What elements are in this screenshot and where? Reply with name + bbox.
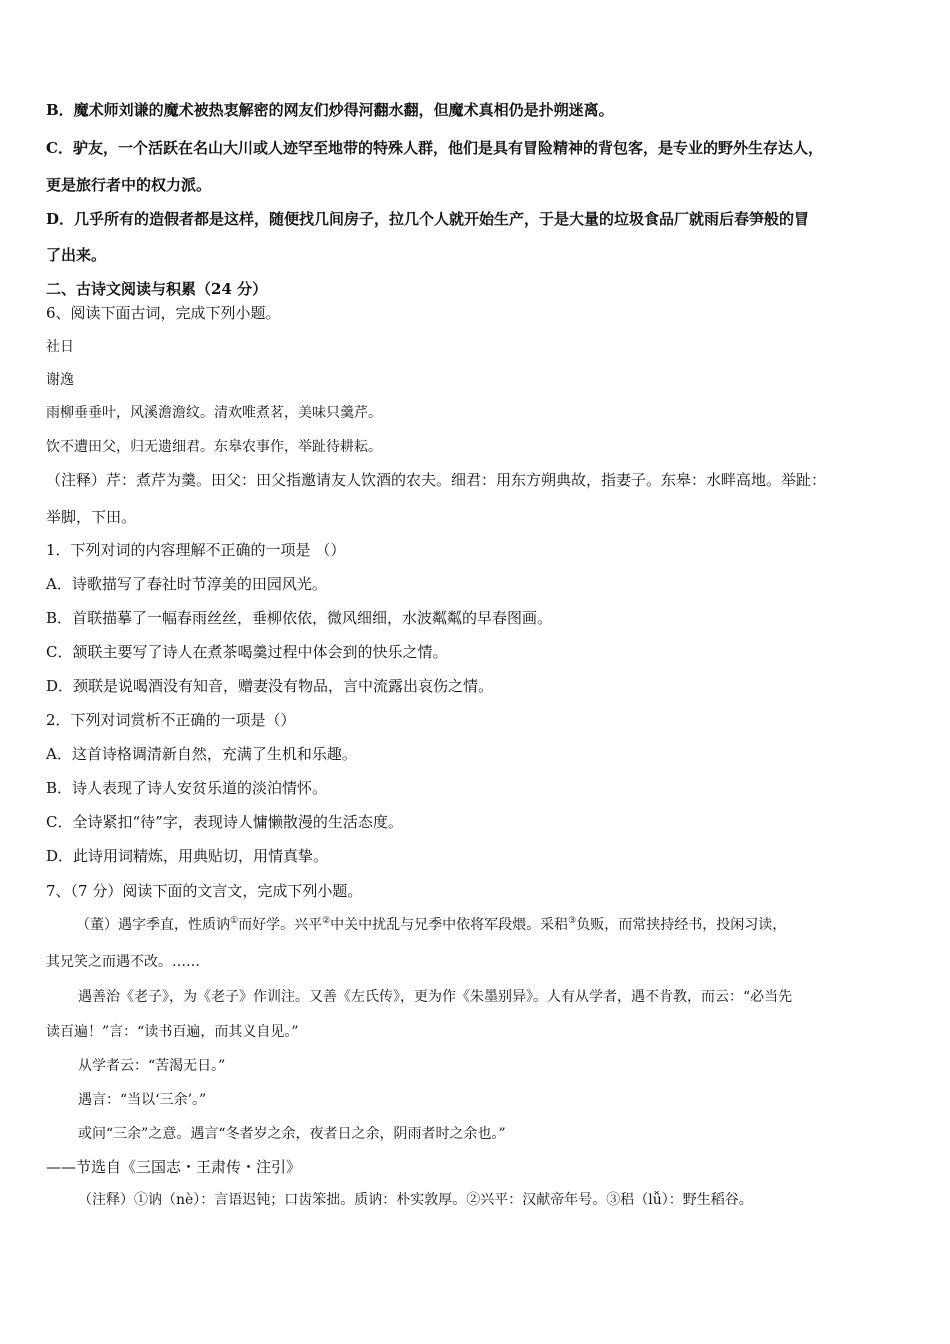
q6-sub2-option-a: A．这首诗格调清新自然，充满了生机和乐趣。: [46, 745, 357, 763]
poem-author: 谢逸: [46, 372, 74, 388]
option-c-q5-line2: 更是旅行者中的权力派。: [46, 176, 212, 194]
footnote-marker-1: ①: [230, 916, 239, 926]
q6-sub1-option-c: C．颔联主要写了诗人在煮茶喝羹过程中体会到的快乐之情。: [46, 643, 448, 661]
q7-passage-p1-line2: 其兄笑之而遇不改。……: [46, 954, 200, 970]
q7-passage-p3: 从学者云：“苦渴无日。”: [78, 1058, 226, 1074]
option-d-q5-line2: 了出来。: [46, 246, 107, 264]
q6-sub1-option-b: B．首联描摹了一幅春雨丝丝，垂柳依依，微风细细，水波粼粼的早春图画。: [46, 609, 553, 627]
q7-p1-text-c: 中关中扰乱与兄季中依将军段煨。采稆: [330, 917, 569, 933]
q6-sub2-option-c: C．全诗紧扣“待”字，表现诗人慵懒散漫的生活态度。: [46, 813, 403, 831]
q7-source: ——节选自《三国志・王肃传・注引》: [46, 1158, 302, 1176]
q6-sub2-option-d: D．此诗用词精炼，用典贴切，用情真挚。: [46, 847, 329, 865]
q6-sub1-option-d: D．颈联是说喝酒没有知音，赠妻没有物品，言中流露出哀伤之情。: [46, 677, 494, 695]
option-d-q5-line1: D．几乎所有的造假者都是这样，随便找几间房子，拉几个人就开始生产，于是大量的垃圾食品厂就雨后春笋般的冒: [46, 210, 810, 228]
poem-note-line2: 举脚，下田。: [46, 508, 137, 526]
q6-sub1-question: 1．下列对词的内容理解不正确的一项是 （）: [46, 541, 346, 559]
q6-sub1-option-a: A．诗歌描写了春社时节淳美的田园风光。: [46, 575, 327, 593]
section-heading: 二、古诗文阅读与积累（24 分）: [46, 280, 268, 298]
poem-line-2: 饮不遭田父，归无遗细君。东皋农事作，举趾待耕耘。: [46, 439, 382, 455]
q7-p1-text-a: （董）遇字季直，性质讷: [76, 917, 230, 933]
q7-note: （注释）①讷（nè）：言语迟钝；口齿笨拙。质讷：朴实敦厚。②兴平：汉献帝年号。③稆（lǚ）：野生稻谷。: [78, 1192, 753, 1208]
q7-intro: 7、（7 分）阅读下面的文言文，完成下列小题。: [46, 882, 363, 900]
q6-sub2-question: 2．下列对词赏析不正确的一项是（）: [46, 711, 296, 729]
footnote-marker-3: ③: [568, 916, 577, 926]
footnote-marker-2: ②: [322, 916, 331, 926]
q7-p1-text-d: 负贩，而常挟持经书，投闲习读，: [576, 917, 787, 933]
poem-line-1: 雨柳垂垂叶，风溪澹澹纹。清欢唯煮茗，美味只羹芹。: [46, 405, 382, 421]
q7-passage-p2-line1: 遇善治《老子》，为《老子》作训注。又善《左氏传》，更为作《朱墨别异》。人有从学者，遇不肯教，而云：“必当先: [78, 989, 793, 1005]
option-c-q5-line1: C．驴友，一个活跃在名山大川或人迹罕至地带的特殊人群，他们是具有冒险精神的背包客，是专业的野外生存达人，: [46, 139, 823, 157]
q7-passage-p2-line2: 读百遍！”言：“读书百遍，而其义自见。”: [46, 1024, 299, 1040]
q7-p1-text-b: 而好学。兴平: [238, 917, 323, 933]
q7-passage-p1-line1: [76, 915, 916, 935]
q7-passage-p5: 或问“三余”之意。遇言“冬者岁之余，夜者日之余，阴雨者时之余也。”: [78, 1126, 506, 1142]
option-b-q5: B．魔术师刘谦的魔术被热衷解密的网友们炒得河翻水翻，但魔术真相仍是扑朔迷离。: [46, 101, 614, 119]
q6-intro: 6、阅读下面古词，完成下列小题。: [46, 304, 281, 322]
q6-sub2-option-b: B．诗人表现了诗人安贫乐道的淡泊情怀。: [46, 779, 328, 797]
poem-title: 社日: [46, 339, 74, 355]
poem-note-line1: （注释）芹：煮芹为羹。田父：田父指邀请友人饮酒的农夫。细君：用东方朔典故，指妻子。东皋：水畔高地。举趾：: [46, 471, 827, 489]
q7-passage-p4: 遇言：“当以‘三余’。”: [78, 1092, 207, 1108]
